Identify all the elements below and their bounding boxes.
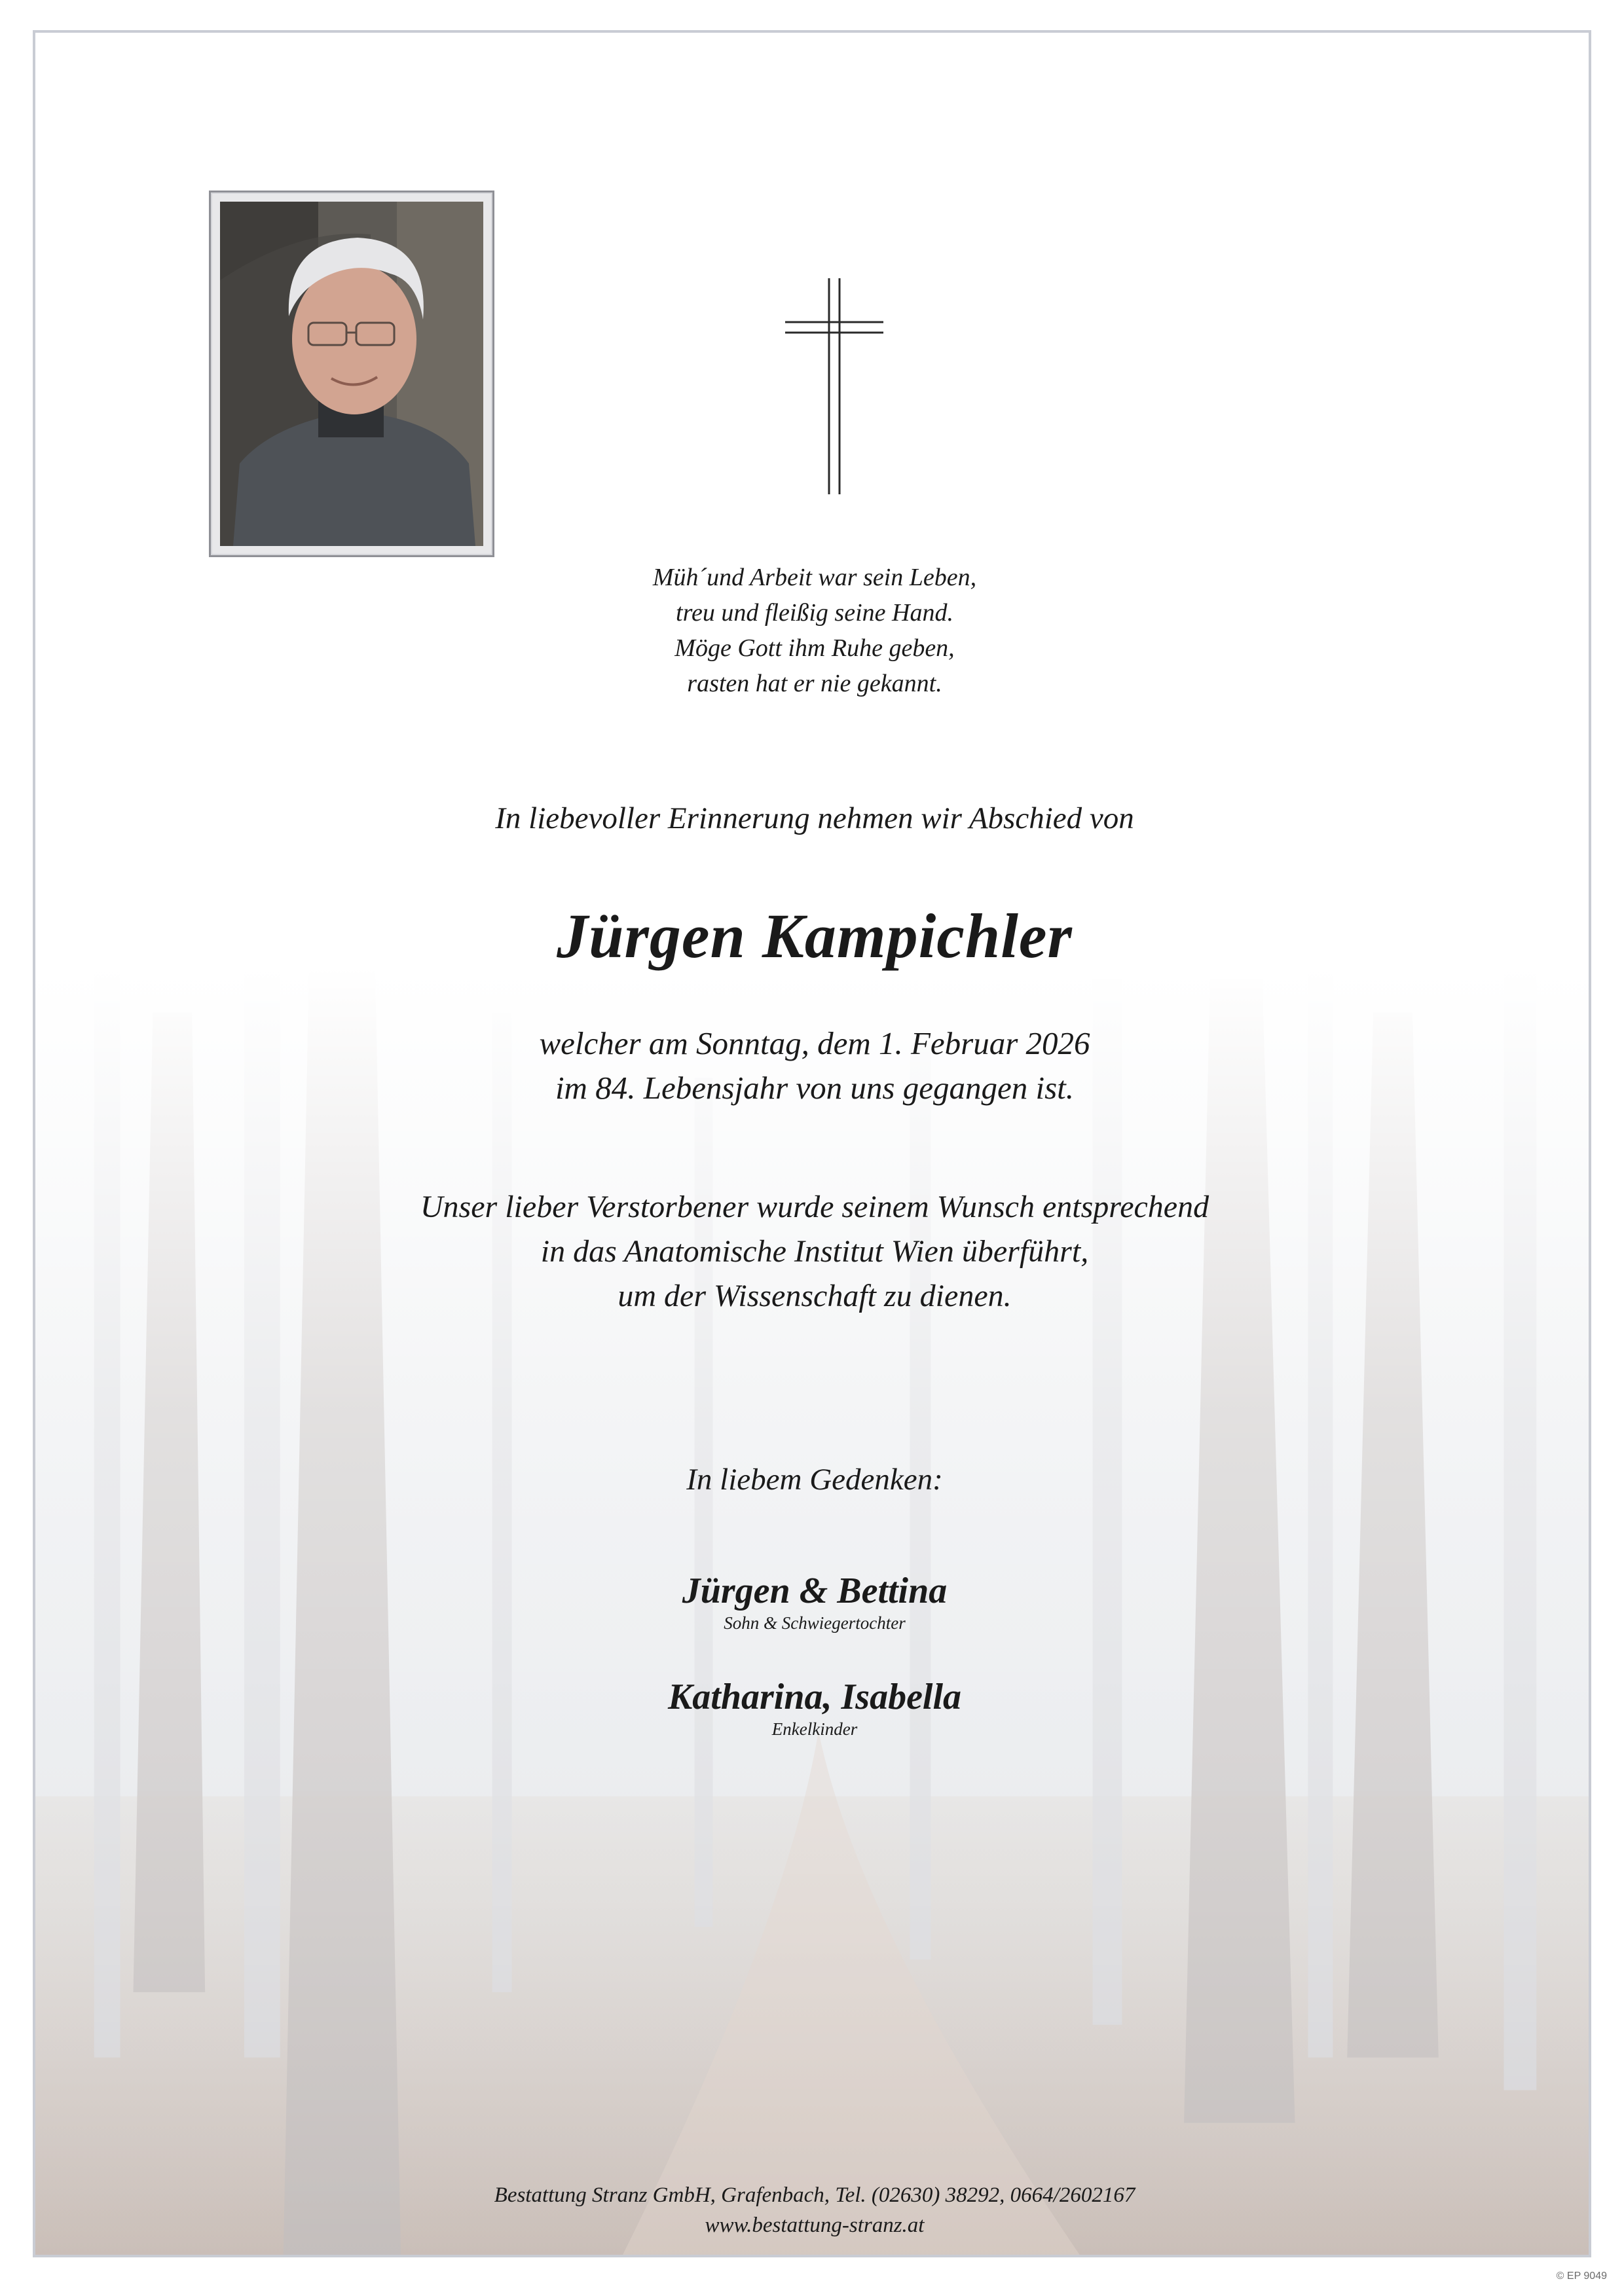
family-role: Enkelkinder bbox=[771, 1719, 858, 1739]
memorial-verse bbox=[35, 560, 1591, 701]
body-donation-notice bbox=[35, 1185, 1591, 1319]
funeral-home-footer bbox=[35, 2180, 1591, 2240]
deceased-name: Jürgen Kampichler bbox=[557, 901, 1073, 971]
verse-line: treu und fleißig seine Hand. bbox=[676, 599, 953, 627]
funeral-home-website: www.bestattung-stranz.at bbox=[705, 2214, 925, 2237]
template-code: © EP 9049 bbox=[1556, 2270, 1607, 2282]
death-info bbox=[35, 1021, 1591, 1110]
cross-icon bbox=[782, 275, 887, 498]
wish-line: um der Wissenschaft zu dienen. bbox=[618, 1279, 1012, 1313]
verse-line: Müh´und Arbeit war sein Leben, bbox=[652, 564, 977, 591]
family-role: Sohn & Schwiegertochter bbox=[724, 1613, 906, 1633]
remembrance-heading: In liebem Gedenken: bbox=[686, 1463, 943, 1497]
age-line: im 84. Lebensjahr von uns gegangen ist. bbox=[555, 1070, 1075, 1106]
family-entry bbox=[35, 1676, 1591, 1740]
wish-line: in das Anatomische Institut Wien überführt, bbox=[540, 1234, 1089, 1269]
family-name: Jürgen & Bettina bbox=[682, 1571, 948, 1611]
family-name: Katharina, Isabella bbox=[667, 1677, 962, 1717]
farewell-intro: In liebevoller Erinnerung nehmen wir Abschied von bbox=[495, 801, 1134, 835]
obituary-page bbox=[33, 30, 1591, 2257]
portrait-frame bbox=[209, 191, 494, 557]
verse-line: rasten hat er nie gekannt. bbox=[687, 670, 942, 697]
funeral-home-contact: Bestattung Stranz GmbH, Grafenbach, Tel. (02630) 38292, 0664/2602167 bbox=[494, 2183, 1135, 2207]
family-entry bbox=[35, 1570, 1591, 1634]
wish-line: Unser lieber Verstorbener wurde seinem Wunsch entsprechend bbox=[420, 1190, 1209, 1224]
verse-line: Möge Gott ihm Ruhe geben, bbox=[674, 634, 955, 662]
deceased-portrait-photo bbox=[220, 202, 483, 546]
death-date-line: welcher am Sonntag, dem 1. Februar 2026 bbox=[539, 1025, 1090, 1061]
